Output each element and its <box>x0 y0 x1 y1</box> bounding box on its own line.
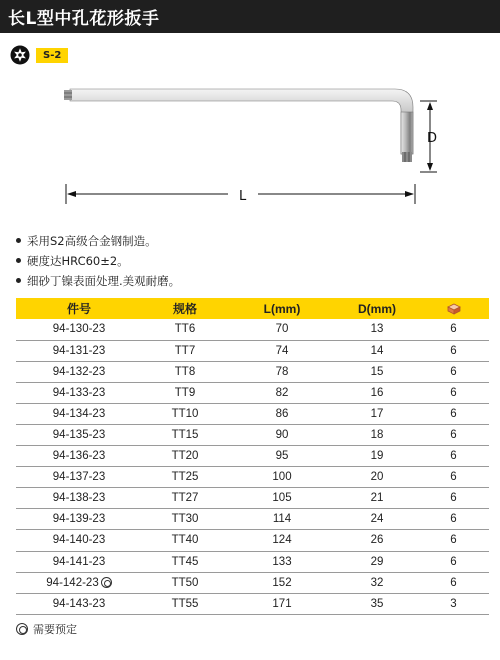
code-text: 94-136-23 <box>52 450 106 463</box>
page-title: 长L型中孔花形扳手 <box>8 9 160 29</box>
code-wrap <box>53 556 105 568</box>
table-row <box>16 551 489 572</box>
cell-code <box>16 361 142 382</box>
bullet-icon <box>16 238 21 243</box>
code-wrap <box>46 577 111 589</box>
dimension-d-label: D <box>427 131 438 146</box>
cell-code <box>16 446 142 467</box>
cell-l: 100 <box>228 467 336 488</box>
cell-l: 74 <box>228 340 336 361</box>
cell-l: 133 <box>228 551 336 572</box>
code-text: 94-143-23 <box>52 597 106 610</box>
title-bar <box>0 0 500 33</box>
wrench-drawing <box>0 34 500 224</box>
cell-d: 13 <box>336 319 418 340</box>
cell-code <box>16 319 142 340</box>
cell-l: 124 <box>228 530 336 551</box>
cell-l: 78 <box>228 361 336 382</box>
footnote-text: 需要预定 <box>33 623 77 636</box>
feature-list <box>16 231 486 291</box>
cell-code <box>16 488 142 509</box>
cell-spec: TT20 <box>142 446 228 467</box>
code-text: 94-131-23 <box>52 344 106 357</box>
cell-spec: TT8 <box>142 361 228 382</box>
code-wrap <box>53 534 105 546</box>
table-row <box>16 446 489 467</box>
cell-l: 82 <box>228 382 336 403</box>
cell-qty: 6 <box>418 340 489 361</box>
code-text: 94-139-23 <box>52 513 106 526</box>
code-text: 94-132-23 <box>52 365 106 378</box>
feature-text: 采用S2高级合金钢制造。 <box>27 234 157 248</box>
code-text: 94-133-23 <box>52 386 106 399</box>
cell-spec: TT40 <box>142 530 228 551</box>
material-badge: S-2 <box>36 48 68 63</box>
table-row <box>16 530 489 551</box>
cell-qty: 6 <box>418 361 489 382</box>
header-d: D(mm) <box>358 301 396 316</box>
cell-d: 19 <box>336 446 418 467</box>
cell-d: 14 <box>336 340 418 361</box>
cell-l: 90 <box>228 424 336 445</box>
cell-code <box>16 509 142 530</box>
table-row <box>16 382 489 403</box>
cell-d: 26 <box>336 530 418 551</box>
cell-spec: TT45 <box>142 551 228 572</box>
cell-spec: TT50 <box>142 572 228 593</box>
cell-d: 32 <box>336 572 418 593</box>
code-wrap <box>53 323 105 335</box>
feature-text: 硬度达HRC60±2。 <box>27 254 129 268</box>
cell-qty: 6 <box>418 530 489 551</box>
cell-code <box>16 593 142 614</box>
cell-code <box>16 551 142 572</box>
cell-d: 17 <box>336 403 418 424</box>
feature-item <box>16 251 486 271</box>
table-row <box>16 467 489 488</box>
cell-code <box>16 340 142 361</box>
header-l: L(mm) <box>263 301 301 316</box>
feature-item <box>16 231 486 251</box>
preorder-icon <box>16 623 28 635</box>
table-row <box>16 319 489 340</box>
cell-qty: 6 <box>418 446 489 467</box>
cell-qty: 6 <box>418 551 489 572</box>
cell-qty: 6 <box>418 382 489 403</box>
table-row <box>16 340 489 361</box>
cell-qty: 6 <box>418 424 489 445</box>
cell-spec: TT25 <box>142 467 228 488</box>
cell-l: 171 <box>228 593 336 614</box>
code-wrap <box>53 513 105 525</box>
cell-spec: TT9 <box>142 382 228 403</box>
cell-spec: TT7 <box>142 340 228 361</box>
cell-qty: 6 <box>418 319 489 340</box>
cell-d: 20 <box>336 467 418 488</box>
header-spec: 规格 <box>172 302 197 316</box>
cell-d: 35 <box>336 593 418 614</box>
cell-l: 114 <box>228 509 336 530</box>
table-row <box>16 593 489 614</box>
code-wrap <box>53 492 105 504</box>
code-wrap <box>53 387 105 399</box>
code-wrap <box>53 598 105 610</box>
cell-l: 105 <box>228 488 336 509</box>
table-body <box>16 319 489 614</box>
code-wrap <box>53 429 105 441</box>
cell-code <box>16 530 142 551</box>
box-quantity-icon <box>447 303 461 315</box>
cell-d: 29 <box>336 551 418 572</box>
cell-l: 70 <box>228 319 336 340</box>
dimension-l-label: L <box>239 189 247 204</box>
bullet-icon <box>16 258 21 263</box>
code-wrap <box>53 408 105 420</box>
code-text: 94-135-23 <box>52 429 106 442</box>
cell-qty: 6 <box>418 572 489 593</box>
code-wrap <box>53 450 105 462</box>
cell-d: 18 <box>336 424 418 445</box>
footnote <box>16 621 77 637</box>
header-qty <box>418 298 489 319</box>
product-figure <box>0 34 500 224</box>
preorder-icon <box>101 577 112 588</box>
spec-table <box>16 298 489 615</box>
cell-spec: TT10 <box>142 403 228 424</box>
table-row <box>16 361 489 382</box>
code-text: 94-142-23 <box>46 576 99 589</box>
cell-d: 15 <box>336 361 418 382</box>
header-code: 件号 <box>66 302 91 316</box>
table-row <box>16 509 489 530</box>
code-wrap <box>53 471 105 483</box>
code-text: 94-134-23 <box>52 407 106 420</box>
cell-code <box>16 424 142 445</box>
cell-qty: 6 <box>418 509 489 530</box>
code-text: 94-140-23 <box>52 534 106 547</box>
code-wrap <box>53 366 105 378</box>
code-text: 94-141-23 <box>52 555 106 568</box>
cell-spec: TT6 <box>142 319 228 340</box>
code-text: 94-130-23 <box>52 323 106 336</box>
code-text: 94-138-23 <box>52 492 106 505</box>
cell-code <box>16 467 142 488</box>
cell-code <box>16 382 142 403</box>
table-header-row <box>16 298 489 319</box>
cell-l: 95 <box>228 446 336 467</box>
cell-spec: TT55 <box>142 593 228 614</box>
cell-code <box>16 572 142 593</box>
cell-d: 21 <box>336 488 418 509</box>
cell-qty: 6 <box>418 467 489 488</box>
cell-qty: 6 <box>418 488 489 509</box>
cell-qty: 6 <box>418 403 489 424</box>
cell-l: 152 <box>228 572 336 593</box>
code-wrap <box>53 345 105 357</box>
cell-l: 86 <box>228 403 336 424</box>
cell-d: 24 <box>336 509 418 530</box>
cell-spec: TT30 <box>142 509 228 530</box>
code-text: 94-137-23 <box>52 471 106 484</box>
table-row <box>16 424 489 445</box>
cell-qty: 3 <box>418 593 489 614</box>
cell-d: 16 <box>336 382 418 403</box>
table-row <box>16 403 489 424</box>
cell-code <box>16 403 142 424</box>
feature-text: 细砂丁镍表面处理.美观耐磨。 <box>27 274 181 288</box>
cell-spec: TT27 <box>142 488 228 509</box>
table-row <box>16 488 489 509</box>
table-row <box>16 572 489 593</box>
cell-spec: TT15 <box>142 424 228 445</box>
feature-item <box>16 271 486 291</box>
bullet-icon <box>16 278 21 283</box>
